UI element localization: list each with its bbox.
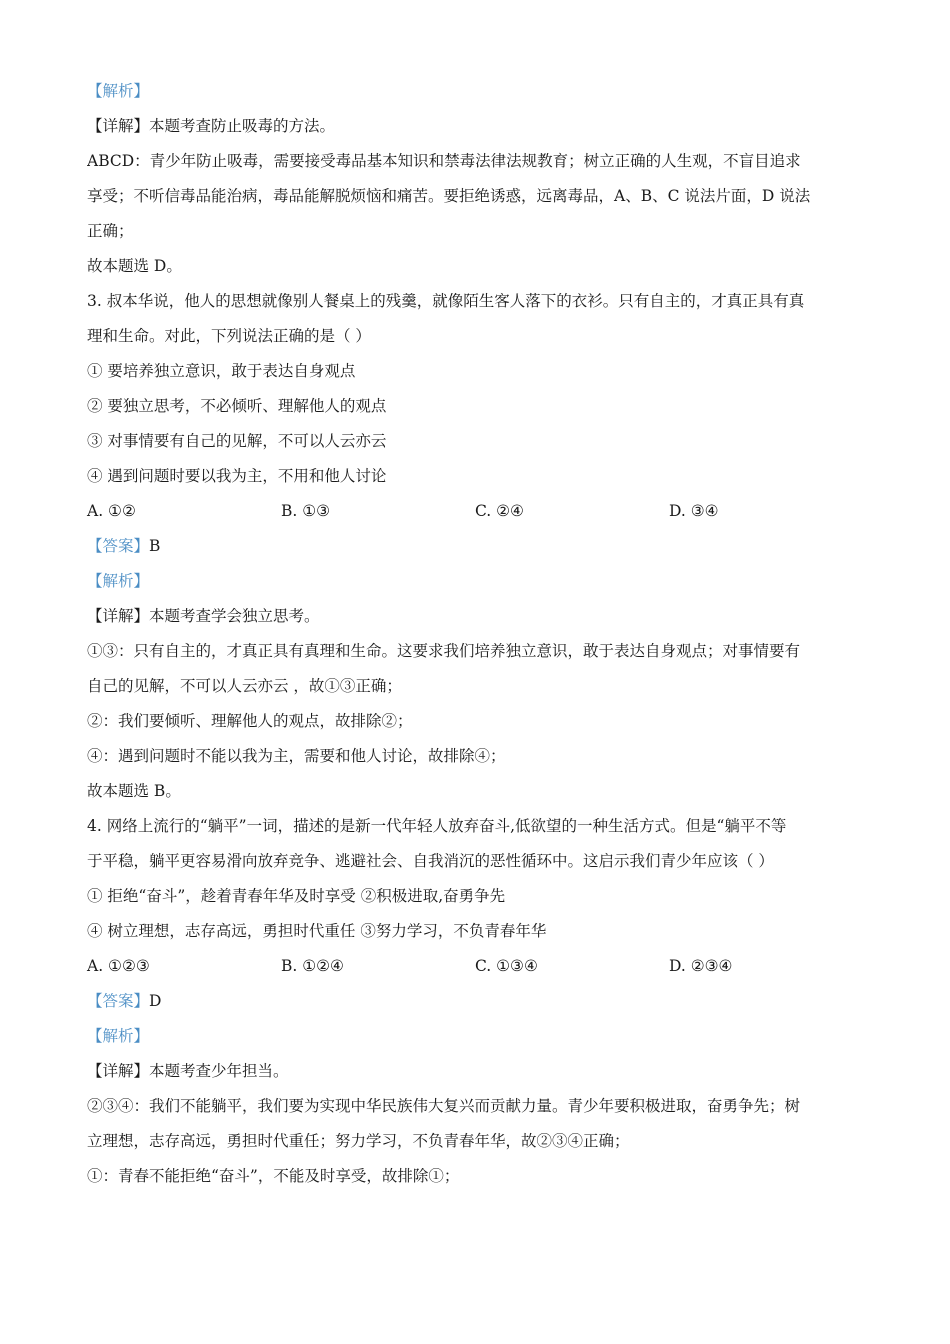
question-stem: 3. 叔本华说，他人的思想就像别人餐桌上的残羹，就像陌生客人落下的衣衫。只有自主的，才真正具有真 [87,292,805,310]
answer-line: 【答案】B [87,537,161,555]
document-page [87,74,867,1194]
statement-item: ① 要培养独立意识，敢于表达自身观点 [87,362,356,380]
explanation-line: 立理想，志存高远，勇担时代重任；努力学习，不负青春年华，故②③④正确； [87,1132,630,1150]
answer-line: 【答案】D [87,992,162,1010]
analysis-heading: 【解析】 [87,572,150,590]
explanation-line: ④：遇到问题时不能以我为主，需要和他人讨论，故排除④； [87,747,506,765]
explanation-line: 自己的见解，不可以人云亦云 ，故①③正确； [87,677,402,695]
detail-line: 【详解】本题考查防止吸毒的方法。 [87,117,336,135]
option-b: B. ①③ [281,502,331,520]
conclusion-line: 故本题选 D。 [87,257,182,275]
analysis-heading: 【解析】 [87,1027,150,1045]
explanation-line: 正确； [87,222,134,240]
option-d: D. ②③④ [669,957,733,975]
option-c: C. ①③④ [475,957,538,975]
option-d: D. ③④ [669,502,719,520]
detail-line: 【详解】本题考查少年担当。 [87,1062,289,1080]
explanation-line: 享受；不听信毒品能治病，毒品能解脱烦恼和痛苦。要拒绝诱惑，远离毒品，A、B、C 说法片面，D 说法 [87,187,811,205]
explanation-line: ①：青春不能拒绝“奋斗”，不能及时享受，故排除①； [87,1167,460,1185]
analysis-heading: 【解析】 [87,82,150,100]
explanation-line: ②：我们要倾听、理解他人的观点，故排除②； [87,712,413,730]
statement-item: ① 拒绝“奋斗”，趁着青春年华及时享受 ②积极进取,奋勇争先 [87,887,506,905]
statement-item: ③ 对事情要有自己的见解，不可以人云亦云 [87,432,387,450]
explanation-line: ①③：只有自主的，才真正具有真理和生命。这要求我们培养独立意识，敢于表达自身观点；对事情要有 [87,642,801,660]
answer-options [87,494,867,529]
explanation-line: ②③④：我们不能躺平，我们要为实现中华民族伟大复兴而贡献力量。青少年要积极进取，奋勇争先；树 [87,1097,801,1115]
option-a: A. ①② [87,502,136,520]
explanation-line: ABCD：青少年防止吸毒，需要接受毒品基本知识和禁毒法律法规教育；树立正确的人生观，不盲目追求 [87,152,801,170]
question-stem: 理和生命。对此，下列说法正确的是（ ） [87,327,371,345]
statement-item: ④ 遇到问题时要以我为主，不用和他人讨论 [87,467,387,485]
question-stem: 于平稳，躺平更容易滑向放弃竞争、逃避社会、自我消沉的恶性循环中。这启示我们青少年应该（ ） [87,852,774,870]
question-stem: 4. 网络上流行的“躺平”一词，描述的是新一代年轻人放弃奋斗,低欲望的一种生活方式。但是“躺平不等 [87,817,787,835]
answer-options [87,949,867,984]
detail-line: 【详解】本题考查学会独立思考。 [87,607,320,625]
conclusion-line: 故本题选 B。 [87,782,181,800]
statement-item: ④ 树立理想，志存高远，勇担时代重任 ③努力学习，不负青春年华 [87,922,547,940]
option-b: B. ①②④ [281,957,344,975]
statement-item: ② 要独立思考，不必倾听、理解他人的观点 [87,397,387,415]
option-c: C. ②④ [475,502,524,520]
option-a: A. ①②③ [87,957,150,975]
